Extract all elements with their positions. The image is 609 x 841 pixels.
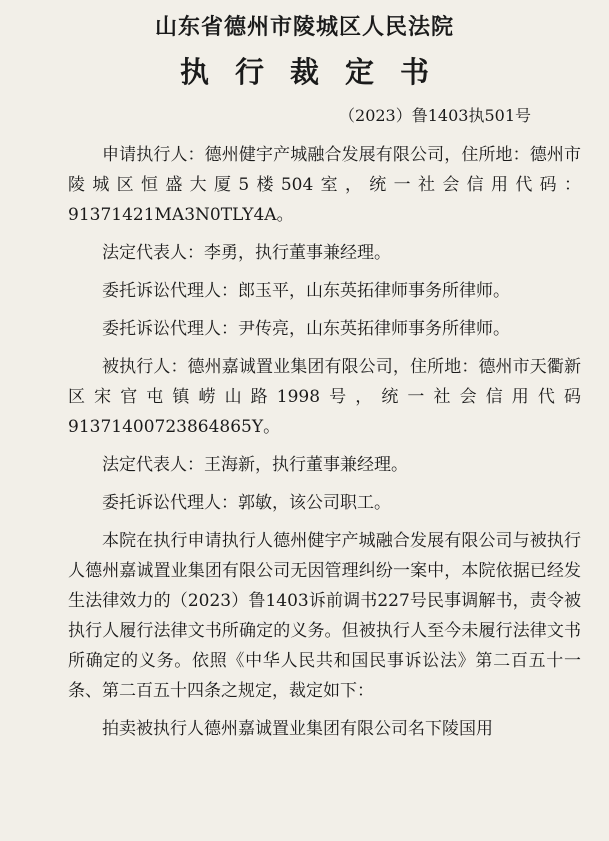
court-name: 山东省德州市陵城区人民法院 (154, 15, 454, 40)
applicant-agent-1: 委托诉讼代理人：郎玉平，山东英拓律师事务所律师。 (102, 281, 510, 301)
document-type-title: 执行裁定书 (179, 55, 455, 89)
applicant-paragraph: 申请执行人：德州健宇产城融合发展有限公司，住所地：德州市陵城区恒盛大厦5楼504室，统一社会信用代码：91371421MA3N0TLY4A。 (68, 145, 581, 225)
ruling-basis-paragraph: 本院在执行申请执行人德州健宇产城融合发展有限公司与被执行人德州嘉诚置业集团有限公司无因管理纠纷一案中，本院依据已经发生法律效力的（2023）鲁1403诉前调书227号民事调解书，责令被执行人履行法律文书所确定的义务。但被执行人至今未履行法律文书所确定的义务。依照《中华人民共和国民事诉讼法》第二百五十一条、第二百五十四条之规定，裁定如下： (68, 531, 581, 701)
respondent-legal-representative: 法定代表人：王海新，执行董事兼经理。 (102, 455, 408, 475)
document-body (68, 140, 581, 744)
applicant-legal-representative: 法定代表人：李勇，执行董事兼经理。 (102, 243, 391, 263)
case-number: （2023）鲁1403执501号 (339, 106, 531, 125)
applicant-agent-2: 委托诉讼代理人：尹传亮，山东英拓律师事务所律师。 (102, 319, 510, 339)
respondent-agent: 委托诉讼代理人：郭敏，该公司职工。 (102, 493, 391, 513)
ruling-item-paragraph: 拍卖被执行人德州嘉诚置业集团有限公司名下陵国用 (102, 719, 493, 739)
respondent-paragraph: 被执行人：德州嘉诚置业集团有限公司，住所地：德州市天衢新区宋官屯镇崂山路1998号，统一社会信用代码91371400723864865Y。 (68, 357, 581, 437)
